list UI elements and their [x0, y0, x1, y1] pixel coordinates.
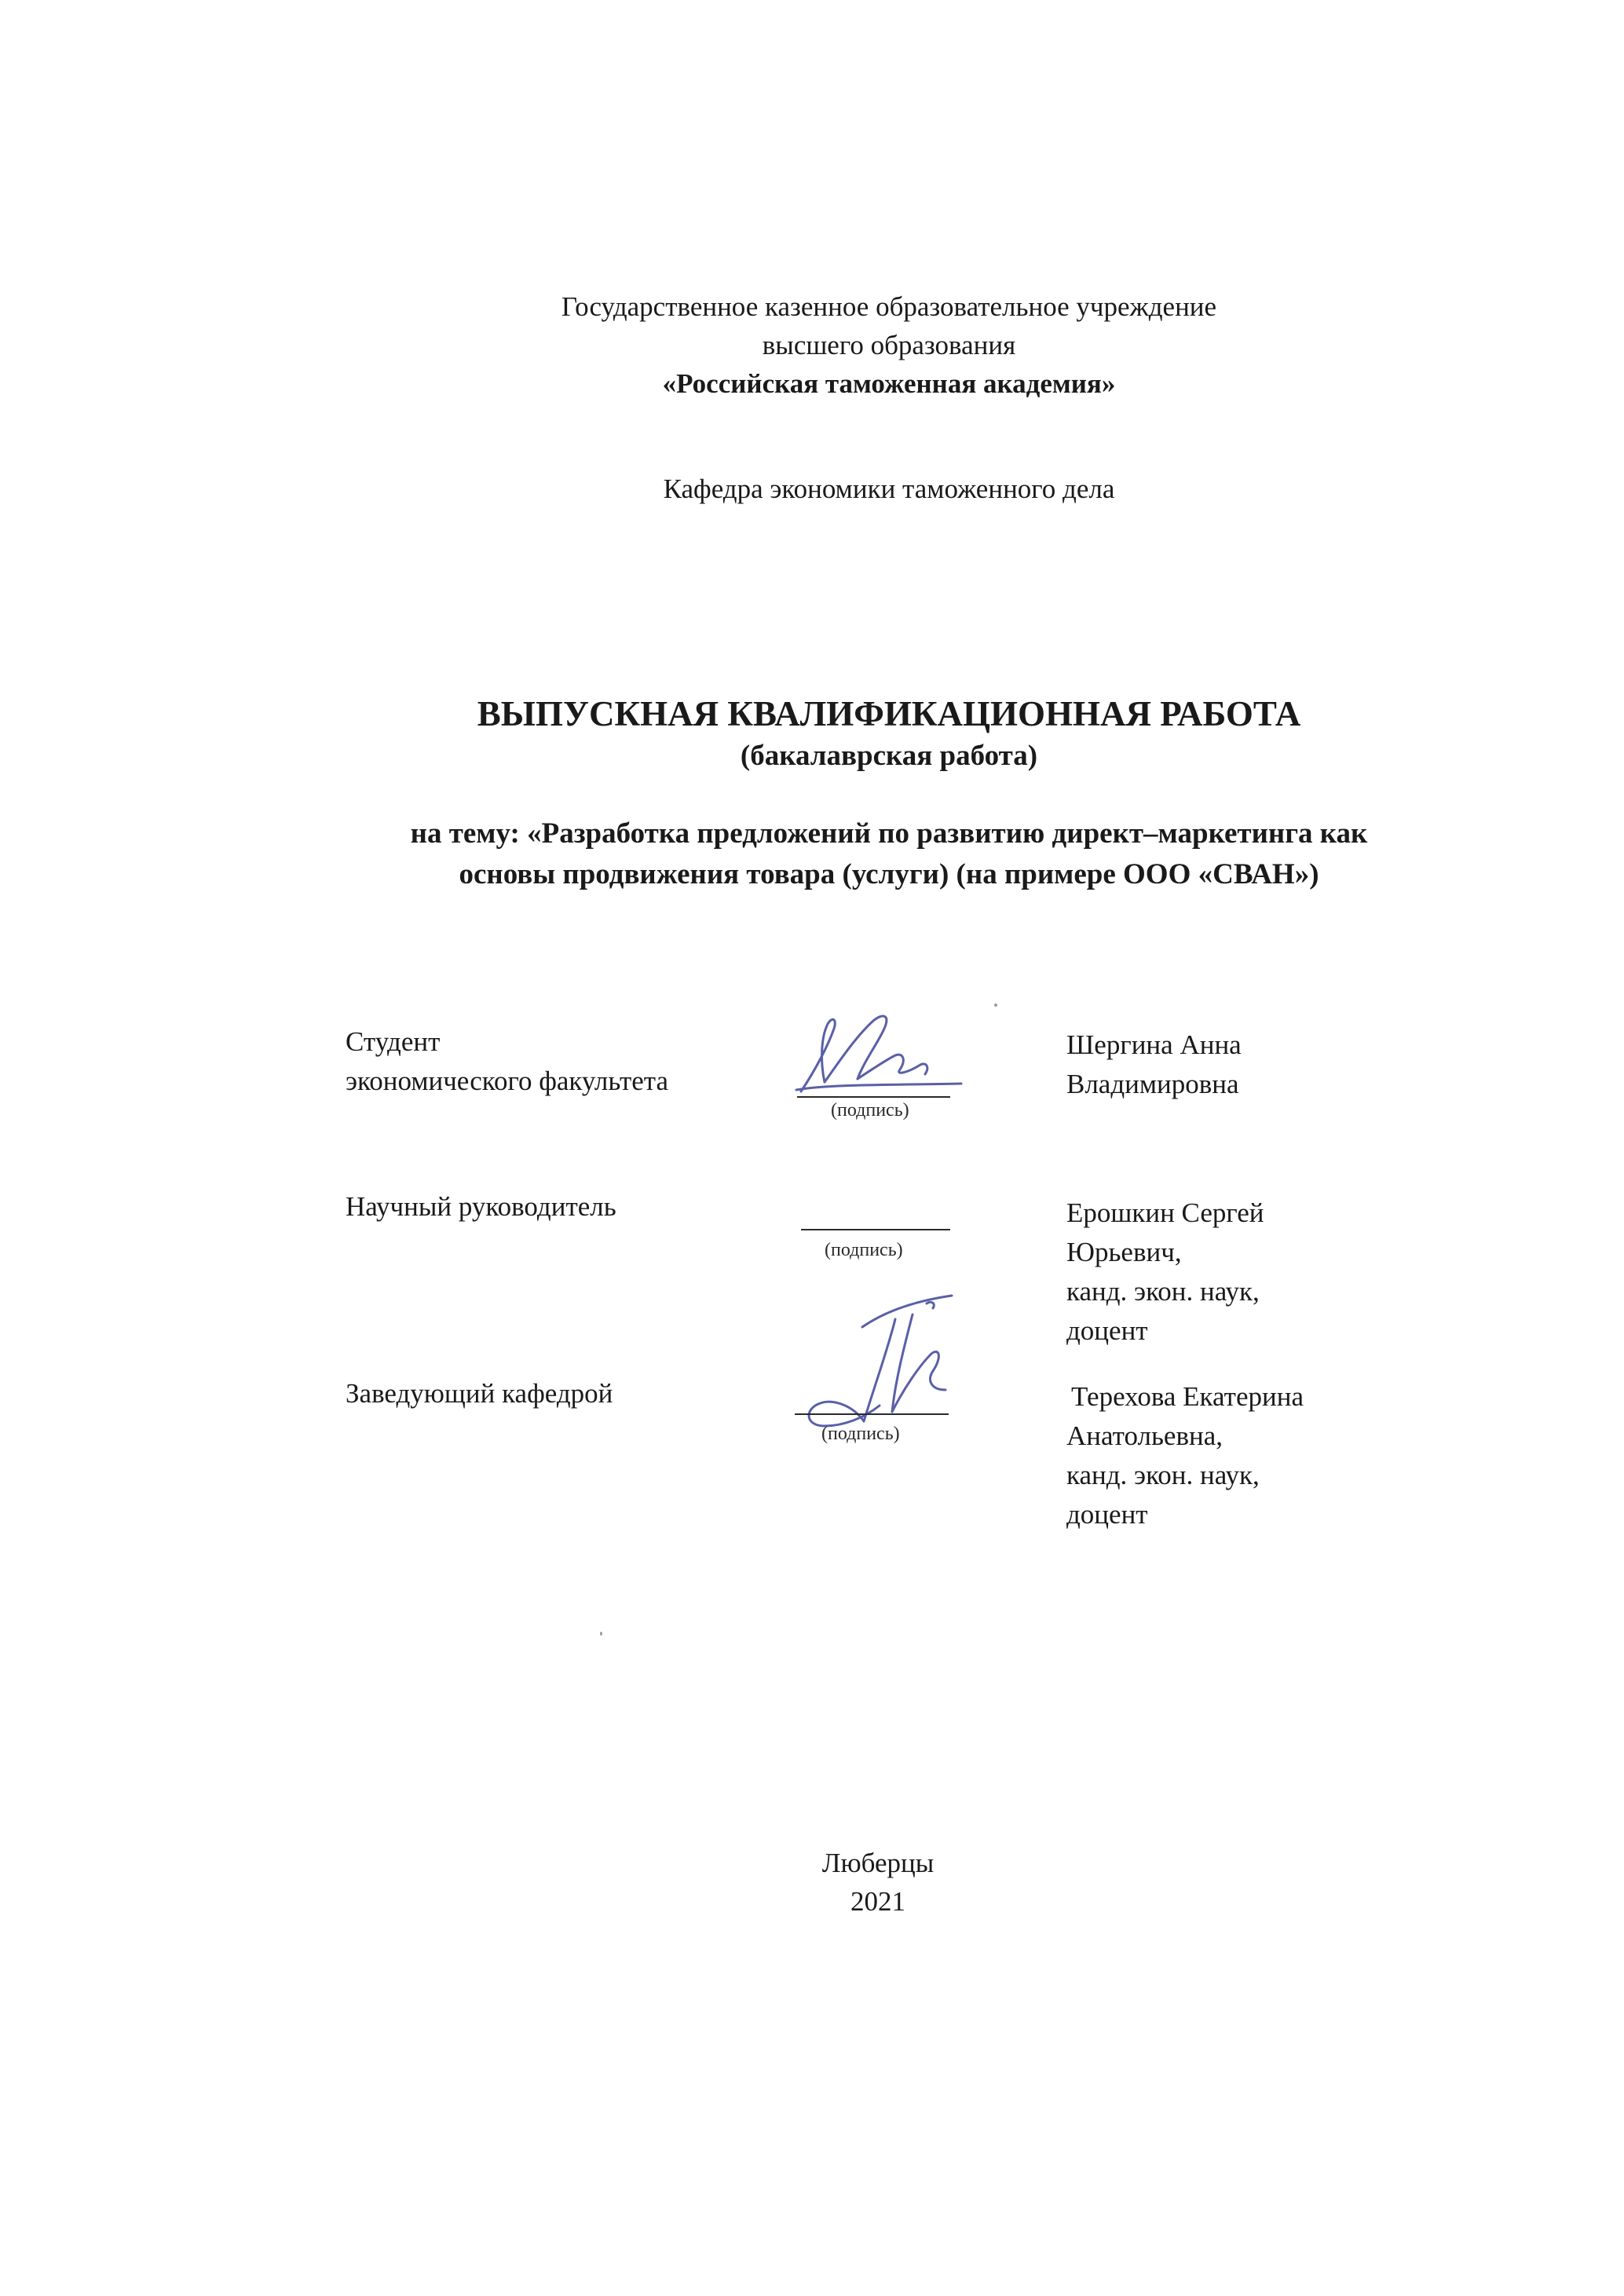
thesis-title: ВЫПУСКНАЯ КВАЛИФИКАЦИОННАЯ РАБОТА [477, 694, 1301, 733]
student-name-line-1: Шергина Анна [1066, 1029, 1242, 1060]
head-name-line-4: доцент [1066, 1499, 1148, 1530]
supervisor-name-line-2: Юрьевич, [1066, 1237, 1182, 1267]
footer [66, 1844, 1624, 1921]
student-name [1066, 1026, 1242, 1104]
thesis-topic [77, 813, 1624, 895]
head-signature-line [795, 1413, 949, 1415]
student-name-line-2: Владимировна [1066, 1069, 1239, 1099]
topic-line-2: основы продвижения товара (услуги) (на примере ООО «СВАН») [459, 858, 1319, 890]
scan-speck [600, 1632, 602, 1636]
supervisor-role: Научный руководитель [346, 1191, 616, 1222]
scan-speck [994, 1004, 997, 1007]
student-role-line-1: Студент [346, 1026, 441, 1057]
supervisor-name-line-3: канд. экон. наук, [1066, 1276, 1260, 1307]
footer-year: 2021 [850, 1886, 905, 1917]
student-signature-line [797, 1096, 950, 1098]
institution-line-1: Государственное казенное образовательное учреждение [561, 291, 1217, 322]
institution-header [77, 287, 1624, 403]
student-signature-caption: (подпись) [831, 1100, 909, 1121]
supervisor-name-line-1: Ерошкин Сергей [1066, 1197, 1264, 1228]
academy-name: «Российская таможенная академия» [662, 368, 1116, 399]
student-role [346, 1022, 668, 1101]
head-name-line-1: Терехова Екатерина [1071, 1381, 1304, 1412]
head-signature [777, 1272, 982, 1437]
head-name-line-2: Анатольевна, [1066, 1420, 1223, 1451]
supervisor-name-line-4: доцент [1066, 1315, 1148, 1346]
footer-city: Люберцы [821, 1848, 935, 1878]
institution-line-2: высшего образования [762, 330, 1016, 360]
topic-line-1: на тему: «Разработка предложений по развитию директ–маркетинга как [410, 817, 1368, 850]
thesis-title-block [77, 691, 1624, 776]
department-name [77, 470, 1624, 508]
head-role: Заведующий кафедрой [346, 1378, 613, 1409]
student-signature [785, 997, 974, 1107]
supervisor-name [1066, 1194, 1264, 1351]
student-role-line-2: экономического факультета [346, 1066, 669, 1096]
department-label: Кафедра экономики таможенного дела [663, 473, 1115, 504]
head-name [1066, 1377, 1304, 1534]
head-name-line-3: канд. экон. наук, [1066, 1460, 1260, 1490]
supervisor-signature-caption: (подпись) [825, 1240, 903, 1260]
supervisor-signature-line [801, 1229, 950, 1230]
thesis-subtitle: (бакалаврская работа) [740, 740, 1038, 772]
head-signature-caption: (подпись) [821, 1424, 900, 1444]
